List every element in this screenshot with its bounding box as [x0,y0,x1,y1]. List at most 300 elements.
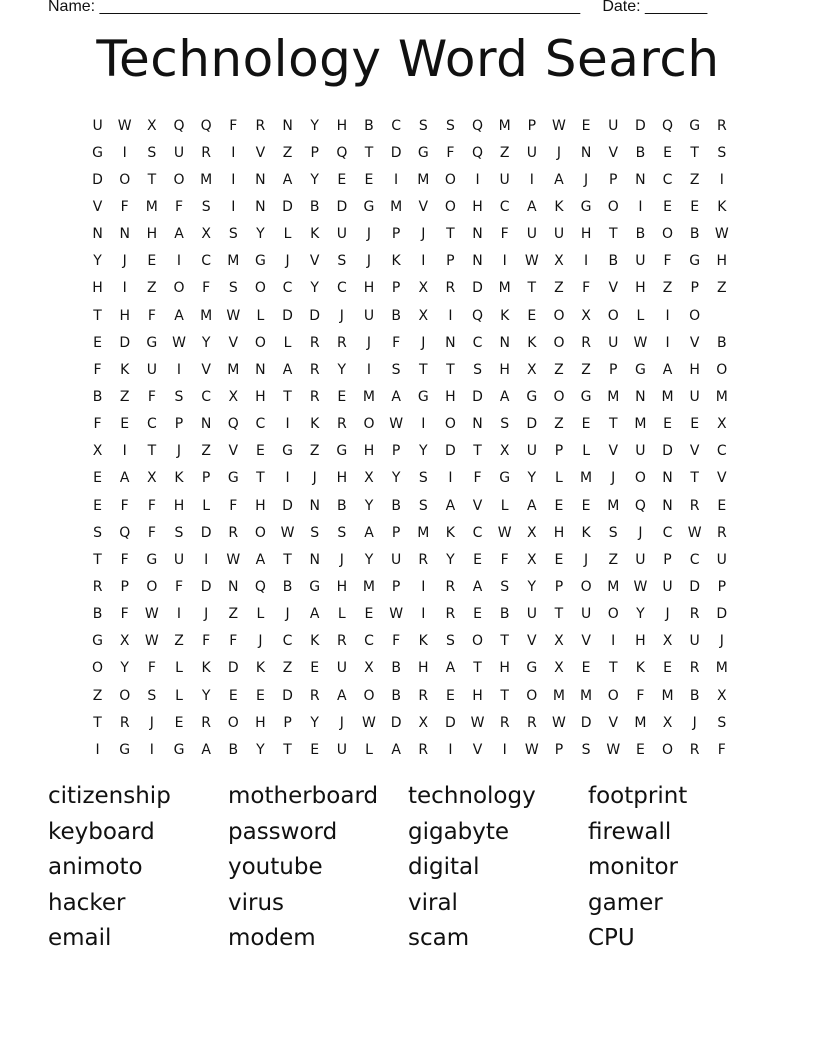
grid-letter: B [635,226,646,243]
grid-letter: O [689,307,701,324]
grid-letter: G [417,144,429,161]
grid-letter: L [365,741,373,758]
grid-letter: B [228,741,239,758]
word-list-item: password [228,818,338,845]
grid-letter: S [473,361,482,378]
grid-letter: D [309,307,321,324]
grid-letter: G [363,198,375,215]
grid-letter: L [337,606,346,623]
grid-letter: V [608,714,619,731]
grid-letter: I [176,253,182,270]
grid-letter: D [662,443,673,460]
grid-letter: A [472,578,483,595]
grid-letter: H [472,198,483,215]
grid-letter: J [258,633,263,650]
grid-letter: R [119,714,130,731]
grid-letter: H [92,280,103,297]
grid-letter: X [418,307,429,324]
word-list-item: modem [228,925,316,951]
grid-letter: A [255,551,266,568]
grid-letter: R [689,606,700,623]
grid-letter: L [582,443,590,460]
grid-letter: A [554,171,564,188]
grid-letter: J [339,307,344,324]
grid-letter: G [336,443,348,460]
grid-letter: M [362,388,376,405]
grid-letter: F [229,497,238,514]
grid-letter: K [445,524,455,541]
grid-letter: P [717,578,727,595]
grid-letter: S [93,524,103,541]
grid-letter: H [499,361,510,378]
grid-letter: C [336,280,347,297]
grid-letter: F [500,226,509,243]
grid-letter: H [580,226,592,243]
grid-letter: M [715,388,728,405]
grid-letter: A [391,741,401,758]
grid-letter: B [92,606,103,623]
grid-letter: V [689,443,700,460]
grid-letter: X [147,117,157,134]
grid-letter: F [392,633,401,650]
word-list-item: animoto [48,854,143,880]
word-list-item: hacker [48,889,126,916]
grid-letter: U [499,171,510,188]
grid-letter: S [337,253,347,270]
grid-letter: F [93,361,102,378]
grid-letter: H [336,470,348,487]
grid-letter: T [147,171,157,188]
grid-letter: O [607,307,619,324]
grid-letter: I [176,361,182,378]
grid-letter: P [310,144,319,161]
grid-letter: W [362,714,376,731]
grid-letter: P [609,171,618,188]
grid-letter: G [526,388,538,405]
grid-letter: W [687,524,702,541]
grid-letter: F [93,416,102,433]
grid-letter: R [228,524,239,541]
grid-letter: U [92,117,103,134]
grid-letter: C [689,551,700,568]
grid-letter: D [282,497,293,514]
grid-letter: U [635,443,646,460]
grid-letter: F [147,660,156,677]
grid-letter: H [363,443,375,460]
grid-letter: Q [662,117,674,134]
grid-letter: S [228,226,238,243]
grid-letter: E [690,198,700,215]
grid-letter: Q [472,144,484,161]
grid-letter: J [556,144,562,161]
grid-letter: A [527,198,537,215]
grid-letter: E [581,416,591,433]
grid-letter: N [662,470,673,487]
header-line [48,0,748,16]
grid-letter: N [635,388,646,405]
grid-letter: F [174,578,184,595]
grid-letter: M [498,117,511,134]
grid-letter: Q [472,307,484,324]
grid-letter: U [363,307,375,324]
grid-letter: F [120,606,129,623]
grid-letter: P [391,443,401,460]
grid-letter: N [92,226,103,243]
grid-letter: H [445,388,456,405]
grid-letter: K [310,633,320,650]
grid-letter: R [716,524,727,541]
grid-letter: V [309,253,320,270]
grid-letter: I [285,416,290,433]
grid-letter: E [581,660,591,677]
grid-letter: G [119,741,131,758]
grid-letter: U [390,551,402,568]
grid-letter: F [174,198,184,215]
word-list-item: firewall [588,818,672,845]
grid-letter: I [122,443,127,460]
grid-letter: E [120,416,130,433]
grid-letter: I [421,253,426,270]
grid-letter: Z [499,144,510,161]
grid-letter: X [527,524,537,541]
grid-letter: D [689,578,701,595]
grid-letter: I [448,741,453,758]
grid-letter: H [363,280,375,297]
grid-letter: G [92,144,103,161]
grid-letter: D [526,416,538,433]
grid-letter: C [146,416,157,433]
grid-letter: D [200,578,212,595]
grid-letter: U [608,117,619,134]
grid-letter: O [92,660,104,677]
grid-letter: T [446,361,455,378]
grid-letter: O [607,606,619,623]
grid-letter: E [255,687,265,704]
grid-letter: G [417,388,429,405]
grid-letter: L [202,497,211,514]
grid-letter: O [444,416,456,433]
grid-letter: O [173,171,185,188]
grid-letter: R [445,578,456,595]
grid-letter: K [310,226,320,243]
grid-letter: H [336,578,348,595]
grid-letter: F [147,388,156,405]
grid-letter: M [580,687,593,704]
grid-letter: X [418,714,429,731]
grid-letter: A [527,497,537,514]
grid-letter: E [554,497,564,514]
grid-letter: Z [92,687,103,704]
grid-letter: Q [200,117,212,134]
grid-letter: I [421,416,426,433]
grid-letter: T [527,280,537,297]
grid-letter: I [394,171,399,188]
grid-letter: R [499,714,510,731]
grid-letter: E [310,660,320,677]
grid-letter: P [391,578,401,595]
grid-letter: E [93,470,102,487]
grid-letter: I [665,334,670,351]
grid-letter: I [122,144,127,161]
grid-letter: J [285,253,290,270]
grid-letter: F [392,334,401,351]
grid-letter: Q [472,117,484,134]
grid-letter: X [364,660,374,677]
grid-letter: M [634,714,647,731]
grid-letter: F [229,117,238,134]
grid-letter: Z [147,280,157,297]
grid-letter: R [445,606,456,623]
grid-letter: K [310,416,320,433]
grid-letter: S [391,361,401,378]
grid-letter: O [363,416,375,433]
grid-letter: I [584,253,589,270]
grid-letter: J [122,253,127,270]
grid-letter: E [337,171,347,188]
grid-letter: Q [254,578,266,595]
grid-letter: I [475,171,480,188]
grid-letter: T [500,633,509,650]
grid-letter: O [254,280,266,297]
grid-letter: M [417,171,430,188]
grid-letter: Y [337,361,347,378]
grid-letter: Z [228,606,239,623]
grid-letter: O [607,687,619,704]
grid-letter: O [716,361,728,378]
grid-letter: A [119,470,130,487]
grid-letter: T [93,551,102,568]
grid-letter: U [146,361,157,378]
grid-letter: J [312,470,317,487]
grid-letter: U [173,551,185,568]
grid-letter: K [527,334,537,351]
grid-letter: D [282,198,293,215]
grid-letter: Q [119,524,131,541]
grid-letter: Z [717,280,727,297]
grid-letter: R [309,388,320,405]
grid-letter: B [337,497,347,514]
grid-letter: U [689,633,700,650]
grid-letter: P [554,741,564,758]
grid-letter: I [638,198,643,215]
grid-letter: A [174,307,184,324]
grid-letter: O [146,578,158,595]
grid-letter: C [662,524,673,541]
grid-letter: T [283,551,292,568]
grid-letter: U [662,578,673,595]
grid-letter: Y [120,660,129,677]
grid-letter: B [391,307,401,324]
grid-letter: S [337,524,347,541]
grid-letter: N [200,416,212,433]
grid-letter: N [255,171,266,188]
grid-letter: T [93,307,102,324]
grid-letter: O [363,687,375,704]
grid-letter: S [418,117,428,134]
grid-letter: I [95,741,100,758]
grid-letter: J [421,334,426,351]
grid-letter: T [446,226,455,243]
grid-letter: E [473,551,482,568]
grid-letter: Y [418,443,428,460]
grid-letter: Y [364,551,374,568]
grid-letter: O [526,687,538,704]
grid-letter: X [499,443,510,460]
grid-letter: T [473,443,482,460]
grid-letter: F [717,741,726,758]
grid-letter: E [717,497,727,514]
grid-letter: X [147,470,157,487]
grid-letter: P [201,470,211,487]
grid-letter: W [144,633,159,650]
word-list-item: youtube [228,854,323,880]
grid-letter: I [448,470,453,487]
grid-letter: L [175,660,183,677]
grid-letter: L [283,334,292,351]
grid-letter: X [364,470,374,487]
grid-letter: D [227,660,239,677]
grid-letter: A [364,524,374,541]
grid-letter: U [336,226,347,243]
grid-letter: S [445,117,455,134]
grid-letter: N [255,361,266,378]
grid-letter: E [337,388,347,405]
grid-letter: H [119,307,130,324]
grid-letter: W [226,307,241,324]
grid-letter: T [283,388,292,405]
grid-letter: E [445,687,455,704]
grid-letter: P [446,253,455,270]
grid-letter: B [689,687,700,704]
grid-letter: R [336,416,347,433]
grid-letter: Y [636,606,645,623]
grid-letter: P [609,361,618,378]
grid-letter: V [581,633,591,650]
grid-letter: M [498,280,511,297]
grid-letter: K [120,361,130,378]
grid-letter: I [502,253,507,270]
grid-letter: G [254,253,266,270]
grid-letter: Z [581,361,591,378]
grid-letter: L [500,497,509,514]
grid-letter: K [174,470,184,487]
grid-letter: Y [527,470,537,487]
grid-letter: D [472,280,483,297]
grid-letter: M [200,171,213,188]
grid-letter: U [526,606,537,623]
grid-letter: P [690,280,699,297]
grid-letter: G [689,253,701,270]
grid-letter: J [149,714,154,731]
grid-letter: X [418,280,429,297]
grid-letter: Y [256,226,265,243]
grid-letter: D [634,117,646,134]
grid-letter: O [662,226,674,243]
grid-letter: S [717,144,727,161]
grid-letter: D [445,443,456,460]
grid-letter: O [227,714,239,731]
grid-letter: P [554,443,564,460]
grid-letter: Z [201,443,211,460]
grid-letter: E [310,741,320,758]
grid-letter: F [147,307,156,324]
grid-letter: J [638,524,643,541]
grid-letter: Y [310,714,319,731]
grid-letter: B [282,578,293,595]
grid-letter: U [526,443,537,460]
grid-letter: P [283,714,292,731]
grid-letter: R [445,280,456,297]
grid-letter: N [309,551,320,568]
grid-letter: H [499,660,510,677]
grid-letter: N [580,144,592,161]
grid-letter: A [391,388,401,405]
grid-letter: J [285,606,290,623]
grid-letter: V [527,633,537,650]
grid-letter: V [472,741,483,758]
grid-letter: S [310,524,320,541]
grid-letter: A [201,741,211,758]
word-list-item: email [48,925,112,951]
grid-letter: N [228,578,239,595]
grid-letter: D [282,687,293,704]
grid-letter: O [444,171,456,188]
grid-letter: S [147,687,157,704]
grid-letter: C [391,117,401,134]
grid-letter: I [285,470,290,487]
grid-letter: E [690,416,700,433]
grid-letter: A [662,361,673,378]
grid-letter: I [448,307,453,324]
grid-letter: R [309,361,320,378]
grid-letter: U [526,144,537,161]
grid-letter: C [201,388,212,405]
grid-letter: V [608,443,619,460]
grid-letter: F [120,551,129,568]
grid-letter: B [717,334,727,351]
grid-letter: Q [634,497,646,514]
grid-letter: S [174,524,184,541]
grid-letter: F [446,144,455,161]
grid-letter: O [607,198,619,215]
grid-letter: M [417,524,430,541]
grid-letter: C [282,280,293,297]
grid-letter: J [366,226,372,243]
grid-letter: D [336,198,348,215]
grid-letter: T [283,741,292,758]
grid-letter: Z [554,361,564,378]
grid-letter: J [584,171,589,188]
grid-letter: O [472,633,484,650]
grid-letter: L [636,307,645,324]
grid-letter: C [282,633,293,650]
grid-letter: J [719,633,724,650]
grid-letter: Y [310,117,319,134]
grid-letter: W [633,334,648,351]
grid-letter: J [692,714,697,731]
grid-letter: E [663,416,672,433]
grid-letter: O [119,171,131,188]
grid-letter: E [174,714,184,731]
grid-letter: N [282,117,293,134]
grid-letter: I [502,741,507,758]
grid-letter: G [526,660,538,677]
grid-letter: M [580,470,593,487]
grid-letter: Y [364,497,374,514]
grid-letter: P [391,524,401,541]
grid-letter: P [527,117,537,134]
grid-letter: B [635,144,646,161]
